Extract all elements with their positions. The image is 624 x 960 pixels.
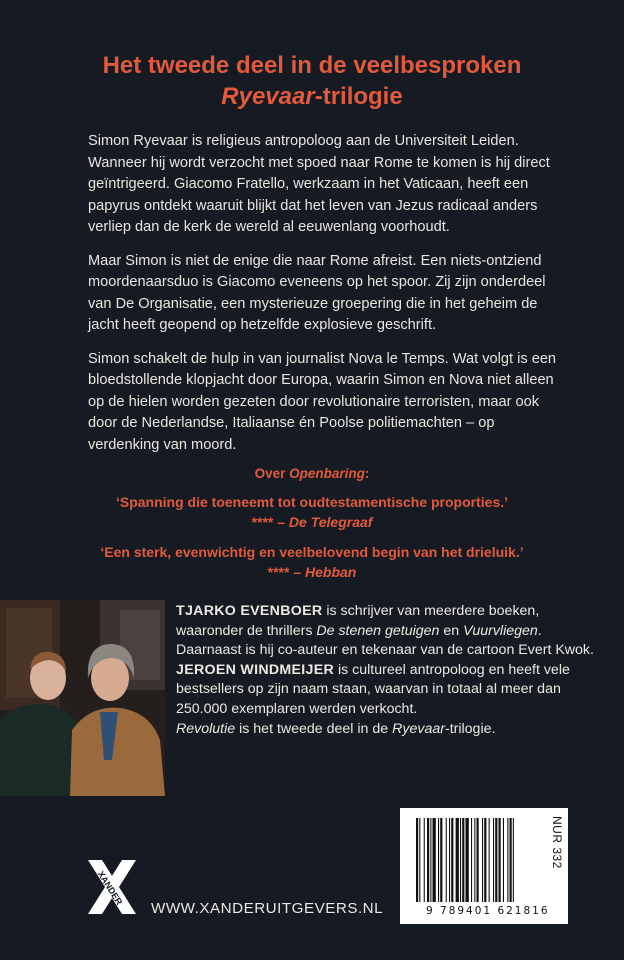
barcode-bar [449, 818, 450, 902]
barcode-bar [484, 818, 486, 902]
review-quote-2 [0, 542, 624, 582]
blurb-paragraph-1: Simon Ryevaar is religieus antropoloog aan de Universiteit Leiden. Wanneer hij wordt verzocht met spoed naar Rome te komen is hij direct geïntrigeerd. Giacomo Fratello, werkzaam in het Vaticaan, heeft een papyrus ontdekt waaruit blijkt dat het leven van Jezus radicaal anders verliep dan de kerk de wereld al eeuwenlang voorhoudt. [88, 133, 550, 235]
barcode-bar [507, 818, 508, 902]
barcode-bar [462, 818, 464, 902]
barcode-bar [433, 818, 436, 902]
review-source: De Telegraaf [288, 514, 373, 530]
nur-code: NUR 332 [550, 816, 564, 869]
bio-text: is het tweede deel in de [235, 720, 393, 737]
barcode-bar [424, 818, 425, 902]
barcode-bar [477, 818, 479, 902]
author-photo-illustration [0, 600, 165, 796]
barcode-bar [510, 818, 512, 902]
review-source: Hebban [305, 564, 357, 580]
xander-logo [86, 858, 138, 916]
barcode-bar [419, 818, 420, 902]
barcode-bar [438, 818, 439, 902]
barcode-bar [495, 818, 497, 902]
headline-line-1: Het tweede deel in de veelbesproken [102, 52, 522, 79]
barcode-bar [451, 818, 453, 902]
headline [0, 50, 624, 112]
book-title: De stenen getuigen [316, 622, 440, 639]
barcode-bar [474, 818, 475, 902]
barcode-bar [503, 818, 504, 902]
barcode-bar [460, 818, 461, 902]
barcode-bar [489, 818, 490, 902]
barcode-bar [482, 818, 483, 902]
author-name-2: JEROEN WINDMEIJER [176, 661, 335, 678]
publisher-url: WWW.XANDERUITGEVERS.NL [151, 900, 384, 917]
bio-text: is schrijver van meerdere boeken, waaronder de thrillers [176, 603, 540, 639]
book-title: Vuurvliegen [463, 622, 538, 639]
reviews-intro-colon: : [364, 466, 370, 481]
blurb-paragraph-3: Simon schakelt de hulp in van journalist Nova le Temps. Wat volgt is een bloedstollende klopjacht door Europa, waarin Simon en Nova niet alleen op de hielen worden gezeten door revolutionaire terroristen, maar ook door de Nederlandse, Italiaanse én Poolse politiemachten – op verdenking van moord. [88, 350, 557, 453]
author-bio [176, 602, 596, 739]
barcode-bar [466, 818, 469, 902]
bio-text: . Daarnaast is hij co-auteur en tekenaar van de cartoon Evert Kwok. [176, 622, 594, 659]
isbn-barcode [412, 818, 552, 904]
review-quote-text: ‘Spanning die toeneemt tot oudtestamentische proporties.’ [115, 494, 509, 510]
barcode-bar [493, 818, 494, 902]
barcode-bar [440, 818, 442, 902]
barcode-bar [471, 818, 472, 902]
review-rating: **** – [251, 514, 289, 530]
review-rating: **** – [267, 564, 305, 580]
review-quote-text: ‘Een sterk, evenwichtig en veelbelovend begin van het drieluik.’ [100, 544, 524, 560]
bio-text: -trilogie. [444, 720, 496, 737]
reviews-intro-title: Openbaring [289, 466, 365, 481]
book-title: Revolutie [176, 720, 236, 737]
barcode-bar [456, 818, 459, 902]
barcode-panel [400, 808, 568, 924]
blurb-paragraph-2: Maar Simon is niet de enige die naar Rome afreist. Een niets-ontziend moordenaarsduo is Giacomo eveneens op het spoor. Zij zijn onderdeel van De Organisatie, een mysterieuze groepering die in het geheim de jacht heeft geopend op hetzelfde explosieve geschrift. [88, 252, 546, 333]
barcode-bar [499, 818, 501, 902]
barcode-bar [427, 818, 429, 902]
reviews-intro [0, 466, 624, 481]
reviews-intro-text: Over [254, 466, 290, 481]
headline-suffix: -trilogie [314, 83, 403, 110]
barcode-bar [513, 818, 514, 902]
isbn-number: 9 789401 621816 [426, 905, 550, 917]
author-photo [0, 600, 165, 796]
barcode-bar [416, 818, 418, 902]
logo-text: XANDER [95, 869, 125, 907]
bio-text: en [439, 622, 464, 639]
review-quote-1 [0, 492, 624, 532]
barcode-bar [430, 818, 431, 902]
headline-series-name: Ryevaar [221, 83, 315, 110]
review-attribution [0, 512, 624, 532]
review-attribution [0, 562, 624, 582]
headline-line-2 [0, 81, 624, 112]
author-name-1: TJARKO EVENBOER [176, 603, 323, 619]
barcode-bar [446, 818, 447, 902]
bio-text: is cultureel antropoloog en heeft vele bestsellers op zijn naam staan, waarvan in totaal al meer dan 250.000 exemplaren werden verkocht. [176, 661, 570, 717]
blurb [88, 131, 558, 468]
series-title: Ryevaar [392, 720, 445, 737]
